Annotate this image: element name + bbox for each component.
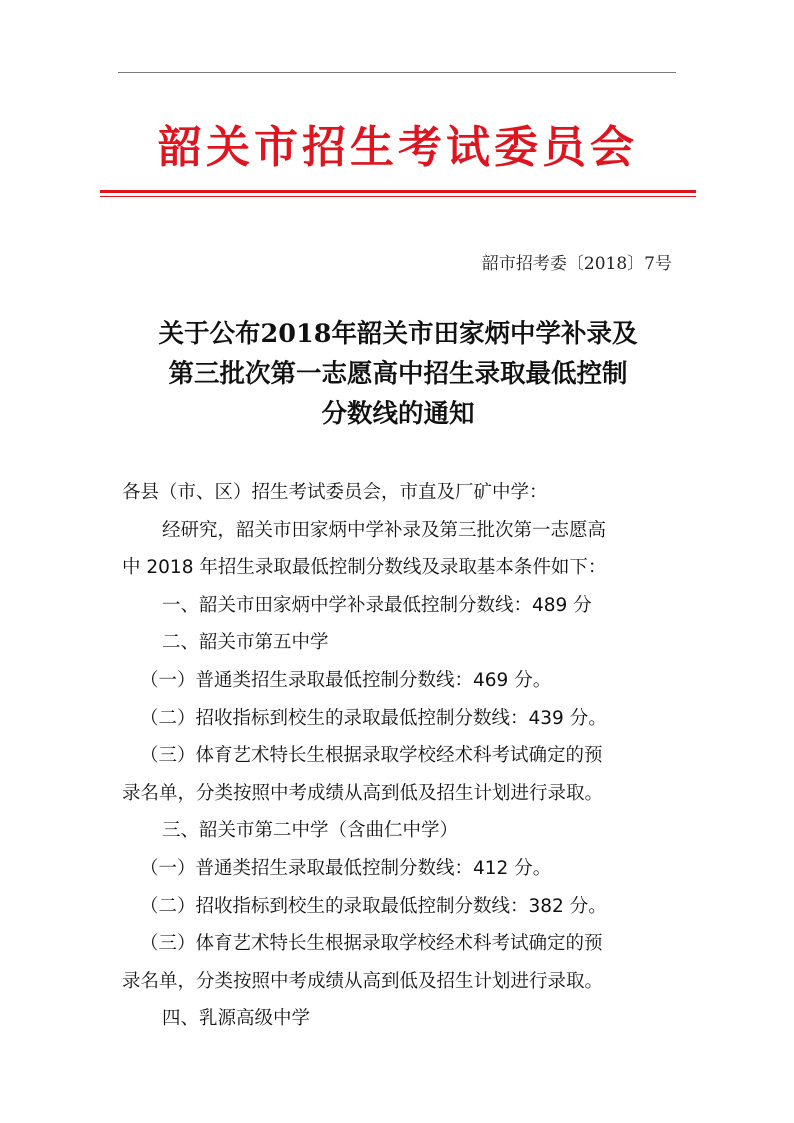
title-line: 第三批次第一志愿高中招生录取最低控制 [168,359,628,389]
red-divider-thin [100,196,696,197]
title-line: 分数线的通知 [321,399,475,429]
document-number: 韶市招考委〔2018〕7号 [481,254,672,274]
sub-item: （一）普通类招生录取最低控制分数线：469 分。 [140,669,552,691]
salutation: 各县（市、区）招生考试委员会，市直及厂矿中学： [122,482,548,503]
red-divider-thick [100,190,696,193]
sub-item: （三）体育艺术特长生根据录取学校经术科考试确定的预 [140,933,603,955]
intro-paragraph-cont: 中 2018 年招生录取最低控制分数线及录取基本条件如下： [122,557,607,579]
section-item-2: 二、韶关市第五中学 [162,632,329,654]
section-item-3: 三、韶关市第二中学（含曲仁中学） [162,820,459,842]
sub-item: （二）招收指标到校生的录取最低控制分数线：382 分。 [140,895,607,917]
sub-item-cont: 录名单，分类按照中考成绩从高到低及招生计划进行录取。 [122,970,604,992]
top-divider [118,72,676,73]
title-line: 关于公布2018年韶关市田家炳中学补录及 [158,319,638,349]
section-item-4: 四、乳源高级中学 [162,1008,311,1030]
section-item-1: 一、韶关市田家炳中学补录最低控制分数线：489 分 [162,594,592,616]
document-body [122,474,682,1038]
sub-item: （一）普通类招生录取最低控制分数线：412 分。 [140,857,552,879]
intro-paragraph: 经研究，韶关市田家炳中学补录及第三批次第一志愿高 [162,519,607,541]
sub-item: （二）招收指标到校生的录取最低控制分数线：439 分。 [140,707,607,729]
sub-item: （三）体育艺术特长生根据录取学校经术科考试确定的预 [140,745,603,767]
organization-header: 韶关市招生考试委员会 [158,122,638,173]
document-title [100,314,696,434]
sub-item-cont: 录名单，分类按照中考成绩从高到低及招生计划进行录取。 [122,782,604,804]
